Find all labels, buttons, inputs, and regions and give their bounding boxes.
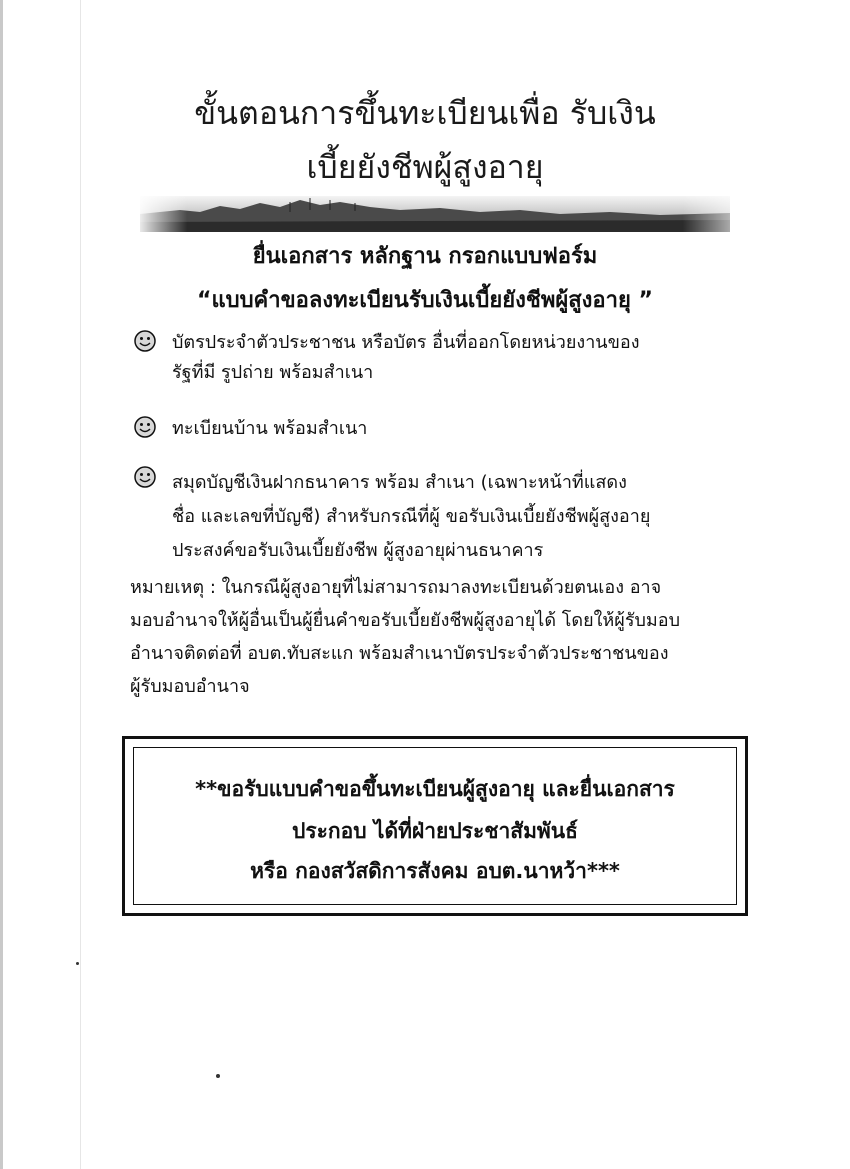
instruction-heading: ยื่นเอกสาร หลักฐาน กรอกแบบฟอร์ม	[252, 244, 598, 269]
scan-speck	[76, 962, 79, 965]
remark-line: อำนาจติดต่อที่ อบต.ทับสะแก พร้อมสำเนาบัตรประจำตัวประชาชนของ	[130, 643, 669, 664]
notice-line: **ขอรับแบบคำขอขึ้นทะเบียนผู้สูงอายุ และยื่นเอกสาร	[195, 777, 675, 801]
notice-line: หรือ กองสวัสดิการสังคม อบต.นาหว้า***	[250, 859, 620, 883]
landscape-banner-image	[140, 188, 730, 232]
smiley-icon	[134, 330, 156, 352]
item-text-line: สมุดบัญชีเงินฝากธนาคาร พร้อม สำเนา (เฉพาะหน้าที่แสดง	[172, 472, 627, 493]
item-text-line: บัตรประจำตัวประชาชน หรือบัตร อื่นที่ออกโดยหน่วยงานของ	[172, 332, 640, 353]
item-text-line: ประสงค์ขอรับเงินเบี้ยยังชีพ ผู้สูงอายุผ่านธนาคาร	[172, 540, 544, 561]
item-text-line: รัฐที่มี รูปถ่าย พร้อมสำเนา	[172, 362, 374, 383]
item-text-line: ชื่อ และเลขที่บัญชี) สำหรับกรณีที่ผู้ ขอรับเงินเบี้ยยังชีพผู้สูงอายุ	[172, 506, 651, 527]
smiley-icon	[134, 416, 156, 438]
page-title-line2: เบี้ยยังชีพผู้สูงอายุ	[306, 148, 544, 186]
remark-paragraph	[130, 571, 730, 703]
item-text-line: ทะเบียนบ้าน พร้อมสำเนา	[172, 418, 368, 439]
required-document-item	[172, 414, 367, 444]
required-document-item	[172, 328, 640, 388]
notice-box	[122, 736, 748, 916]
notice-line: ประกอบ ได้ที่ฝ่ายประชาสัมพันธ์	[292, 819, 578, 843]
page-title-line1: ขั้นตอนการขึ้นทะเบียนเพื่อ รับเงิน	[194, 94, 656, 132]
form-name-heading: “แบบคำขอลงทะเบียนรับเงินเบี้ยยังชีพผู้สูงอายุ ”	[196, 288, 653, 313]
scan-speck	[216, 1074, 220, 1078]
remark-line: มอบอำนาจให้ผู้อื่นเป็นผู้ยื่นคำขอรับเบี้ยยังชีพผู้สูงอายุได้ โดยให้ผู้รับมอบ	[130, 610, 681, 631]
smiley-icon	[134, 466, 156, 488]
required-document-item	[172, 466, 650, 568]
remark-line: หมายเหตุ : ในกรณีผู้สูงอายุที่ไม่สามารถมาลงทะเบียนด้วยตนเอง อาจ	[130, 577, 662, 598]
remark-line: ผู้รับมอบอำนาจ	[130, 676, 250, 697]
